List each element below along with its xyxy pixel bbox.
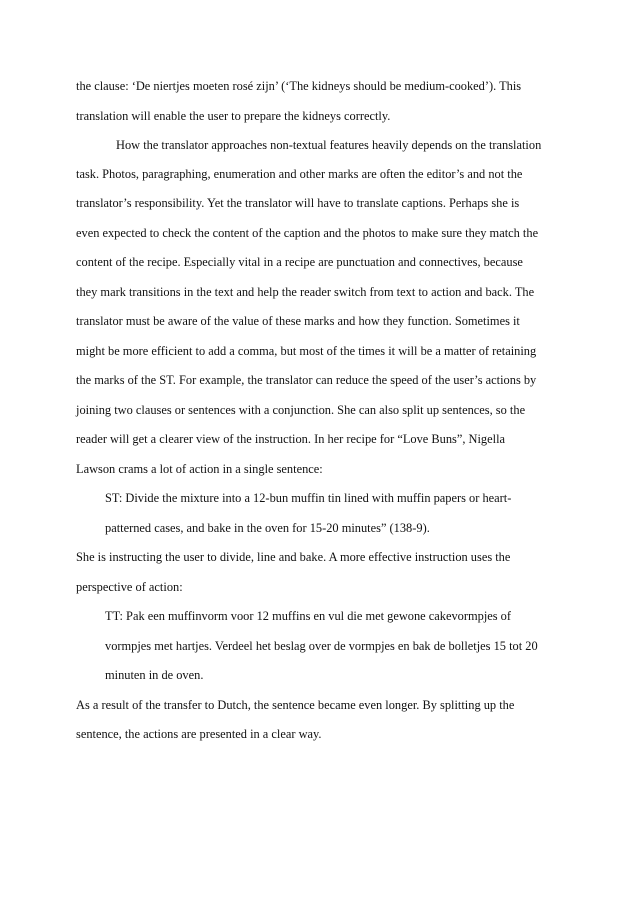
text-line: As a result of the transfer to Dutch, the sentence became even longer. By splitting up the: [76, 698, 515, 712]
text-line: She is instructing the user to divide, line and bake. A more effective instruction uses the: [76, 550, 511, 564]
text-line: joining two clauses or sentences with a conjunction. She can also split up sentences, so the: [76, 403, 526, 417]
text-line: translator’s responsibility. Yet the translator will have to translate captions. Perhaps she is: [76, 196, 520, 210]
text-line: translation will enable the user to prepare the kidneys correctly.: [76, 109, 391, 123]
text-line: translator must be aware of the value of these marks and how they function. Sometimes it: [76, 314, 520, 328]
text-line: reader will get a clearer view of the instruction. In her recipe for “Love Buns”, Nigella: [76, 432, 506, 446]
text-line: even expected to check the content of the caption and the photos to make sure they match the: [76, 226, 539, 240]
text-line: content of the recipe. Especially vital in a recipe are punctuation and connectives, because: [76, 255, 523, 269]
text-line: sentence, the actions are presented in a clear way.: [76, 727, 322, 741]
text-line: task. Photos, paragraphing, enumeration and other marks are often the editor’s and not the: [76, 167, 523, 181]
text-line: might be more efficient to add a comma, but most of the times it will be a matter of retaining: [76, 344, 537, 358]
target-text-quote-line: TT: Pak een muffinvorm voor 12 muffins en vul die met gewone cakevormpjes of: [105, 609, 511, 623]
text-line: the clause: ‘De niertjes moeten rosé zijn’ (‘The kidneys should be medium-cooked’). This: [76, 79, 522, 93]
text-line: Lawson crams a lot of action in a single sentence:: [76, 462, 323, 476]
target-text-quote-line: minuten in de oven.: [105, 668, 204, 682]
target-text-quote-line: vormpjes met hartjes. Verdeel het beslag over de vormpjes en bak de bolletjes 15 tot 20: [105, 639, 538, 653]
source-text-quote-line: ST: Divide the mixture into a 12-bun muffin tin lined with muffin papers or heart-: [105, 491, 512, 505]
text-line: perspective of action:: [76, 580, 183, 594]
source-text-quote-line: patterned cases, and bake in the oven for 15-20 minutes” (138-9).: [105, 521, 430, 535]
text-line: they mark transitions in the text and help the reader switch from text to action and back. The: [76, 285, 535, 299]
text-line: the marks of the ST. For example, the translator can reduce the speed of the user’s actions by: [76, 373, 537, 387]
paragraph-first-line: How the translator approaches non-textual features heavily depends on the translation: [116, 138, 542, 152]
